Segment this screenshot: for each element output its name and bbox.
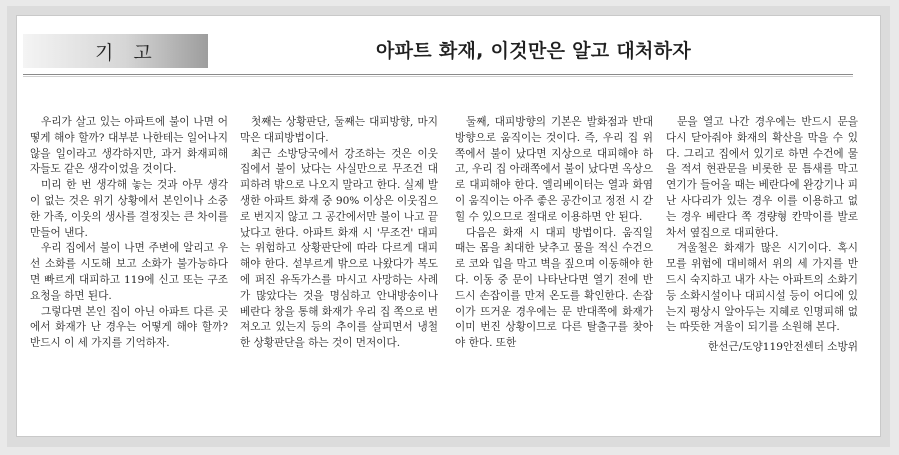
article-column-2: [240, 115, 438, 352]
paragraph: 문을 열고 나간 경우에는 반드시 문을 다시 닫아줘야 화재의 확산을 막을 수 있다. 그리고 집에서 있기로 하면 수건에 물을 적셔 현관문을 비롯한 문 틈새를 막고 연기가 들어올 때는 베란다에 완강기나 피난 사다리가 있는 경우 이를 이용하고 없는 경우 베란다 쪽 경량형 칸막이를 발로 차서 옆집으로 대피한다.: [666, 116, 858, 239]
paragraph: 겨울철은 화재가 많은 시기이다. 혹시 모를 위험에 대비해서 위의 세 가지를 반드시 숙지하고 내가 사는 아파트의 소화기 등 소화시설이나 대피시설 등이 어디에 있는지 평상시 알아두는 지혜로 인명피해 없는 따뜻한 겨울이 되기를 소원해 본다.: [666, 242, 858, 334]
headline-divider: [23, 74, 853, 75]
article-column-3: [455, 115, 653, 352]
paragraph: 그렇다면 본인 집이 아닌 아파트 다른 곳에서 화재가 난 경우는 어떻게 해야 할까? 반드시 이 세 가지를 기억하자.: [30, 305, 228, 350]
paragraph: 우리가 살고 있는 아파트에 불이 나면 어떻게 해야 할까? 대부분 나한테는 일어나지 않을 일이라고 생각하지만, 과거 화재피해자들도 같은 생각이었을 것이다.: [30, 116, 228, 176]
headline-divider-shadow: [23, 76, 853, 77]
paragraph: 우리 집에서 불이 나면 주변에 알리고 우선 소화를 시도해 보고 소화가 불가능하다면 빠르게 대피하고 119에 신고 또는 구조 요청을 하면 된다.: [30, 242, 228, 302]
paragraph: 다음은 화재 시 대피 방법이다. 움직일 때는 몸을 최대한 낮추고 물을 적신 수건으로 코와 입을 막고 벽을 짚으며 이동해야 한다. 이동 중 문이 나타난다면 열기 전에 반드시 손잡이를 만져 온도를 확인한다. 손잡이가 뜨거운 경우에는 문 반대쪽에 화재가 이미 번진 상황이므로 다른 탈출구를 찾아야 한다. 또한: [455, 226, 653, 350]
paragraph: 미리 한 번 생각해 놓는 것과 아무 생각이 없는 것은 위기 상황에서 본인이나 소중한 가족, 이웃의 생사를 결정짓는 큰 차이를 만들어 낸다.: [30, 179, 228, 239]
article-column-4: [666, 115, 858, 356]
section-tag-label: 기 고: [95, 41, 159, 64]
author-byline: 한선근/도양119안전센터 소방위: [708, 341, 858, 354]
section-tag: [23, 34, 208, 68]
paragraph: 둘째, 대피방향의 기본은 발화점과 반대 방향으로 움직이는 것이다. 즉, 우리 집 위쪽에서 불이 났다면 지상으로 대피해야 하고, 우리 집 아래쪽에서 불이 났다면 옥상으로 대피해야 한다. 엘리베이터는 열과 화염이 움직이는 아주 좋은 공간이고 정전 시 갇힐 수 있으므로 절대로 이용하면 안 된다.: [455, 116, 653, 223]
article-headline: 아파트 화재, 이것만은 알고 대처하자: [376, 40, 691, 62]
article-column-1: [30, 115, 228, 352]
paragraph: 첫째는 상황판단, 둘째는 대피방향, 마지막은 대피방법이다.: [240, 116, 438, 144]
paragraph: 최근 소방당국에서 강조하는 것은 이웃집에서 불이 났다는 사실만으로 무조건 대피하려 밖으로 나오지 말라고 한다. 실제 발생한 아파트 화재 중 90% 이상은 이웃집으로 번지지 않고 그 공간에서만 불이 나고 끝났다고 한다. 아파트 화재 시 '무조건' 대피는 위험하고 상황판단에 따라 다르게 대피해야 한다. 섣부르게 밖으로 나왔다가 복도에 퍼진 유독가스를 마시고 사망하는 사례가 많았다는 것을 명심하고 안내방송이나 베란다 창을 통해 화재가 우리 집 쪽으로 번져오고 있는지 등의 추이를 살피면서 냉철한 상황판단을 하는 것이 먼저이다.: [240, 147, 438, 350]
